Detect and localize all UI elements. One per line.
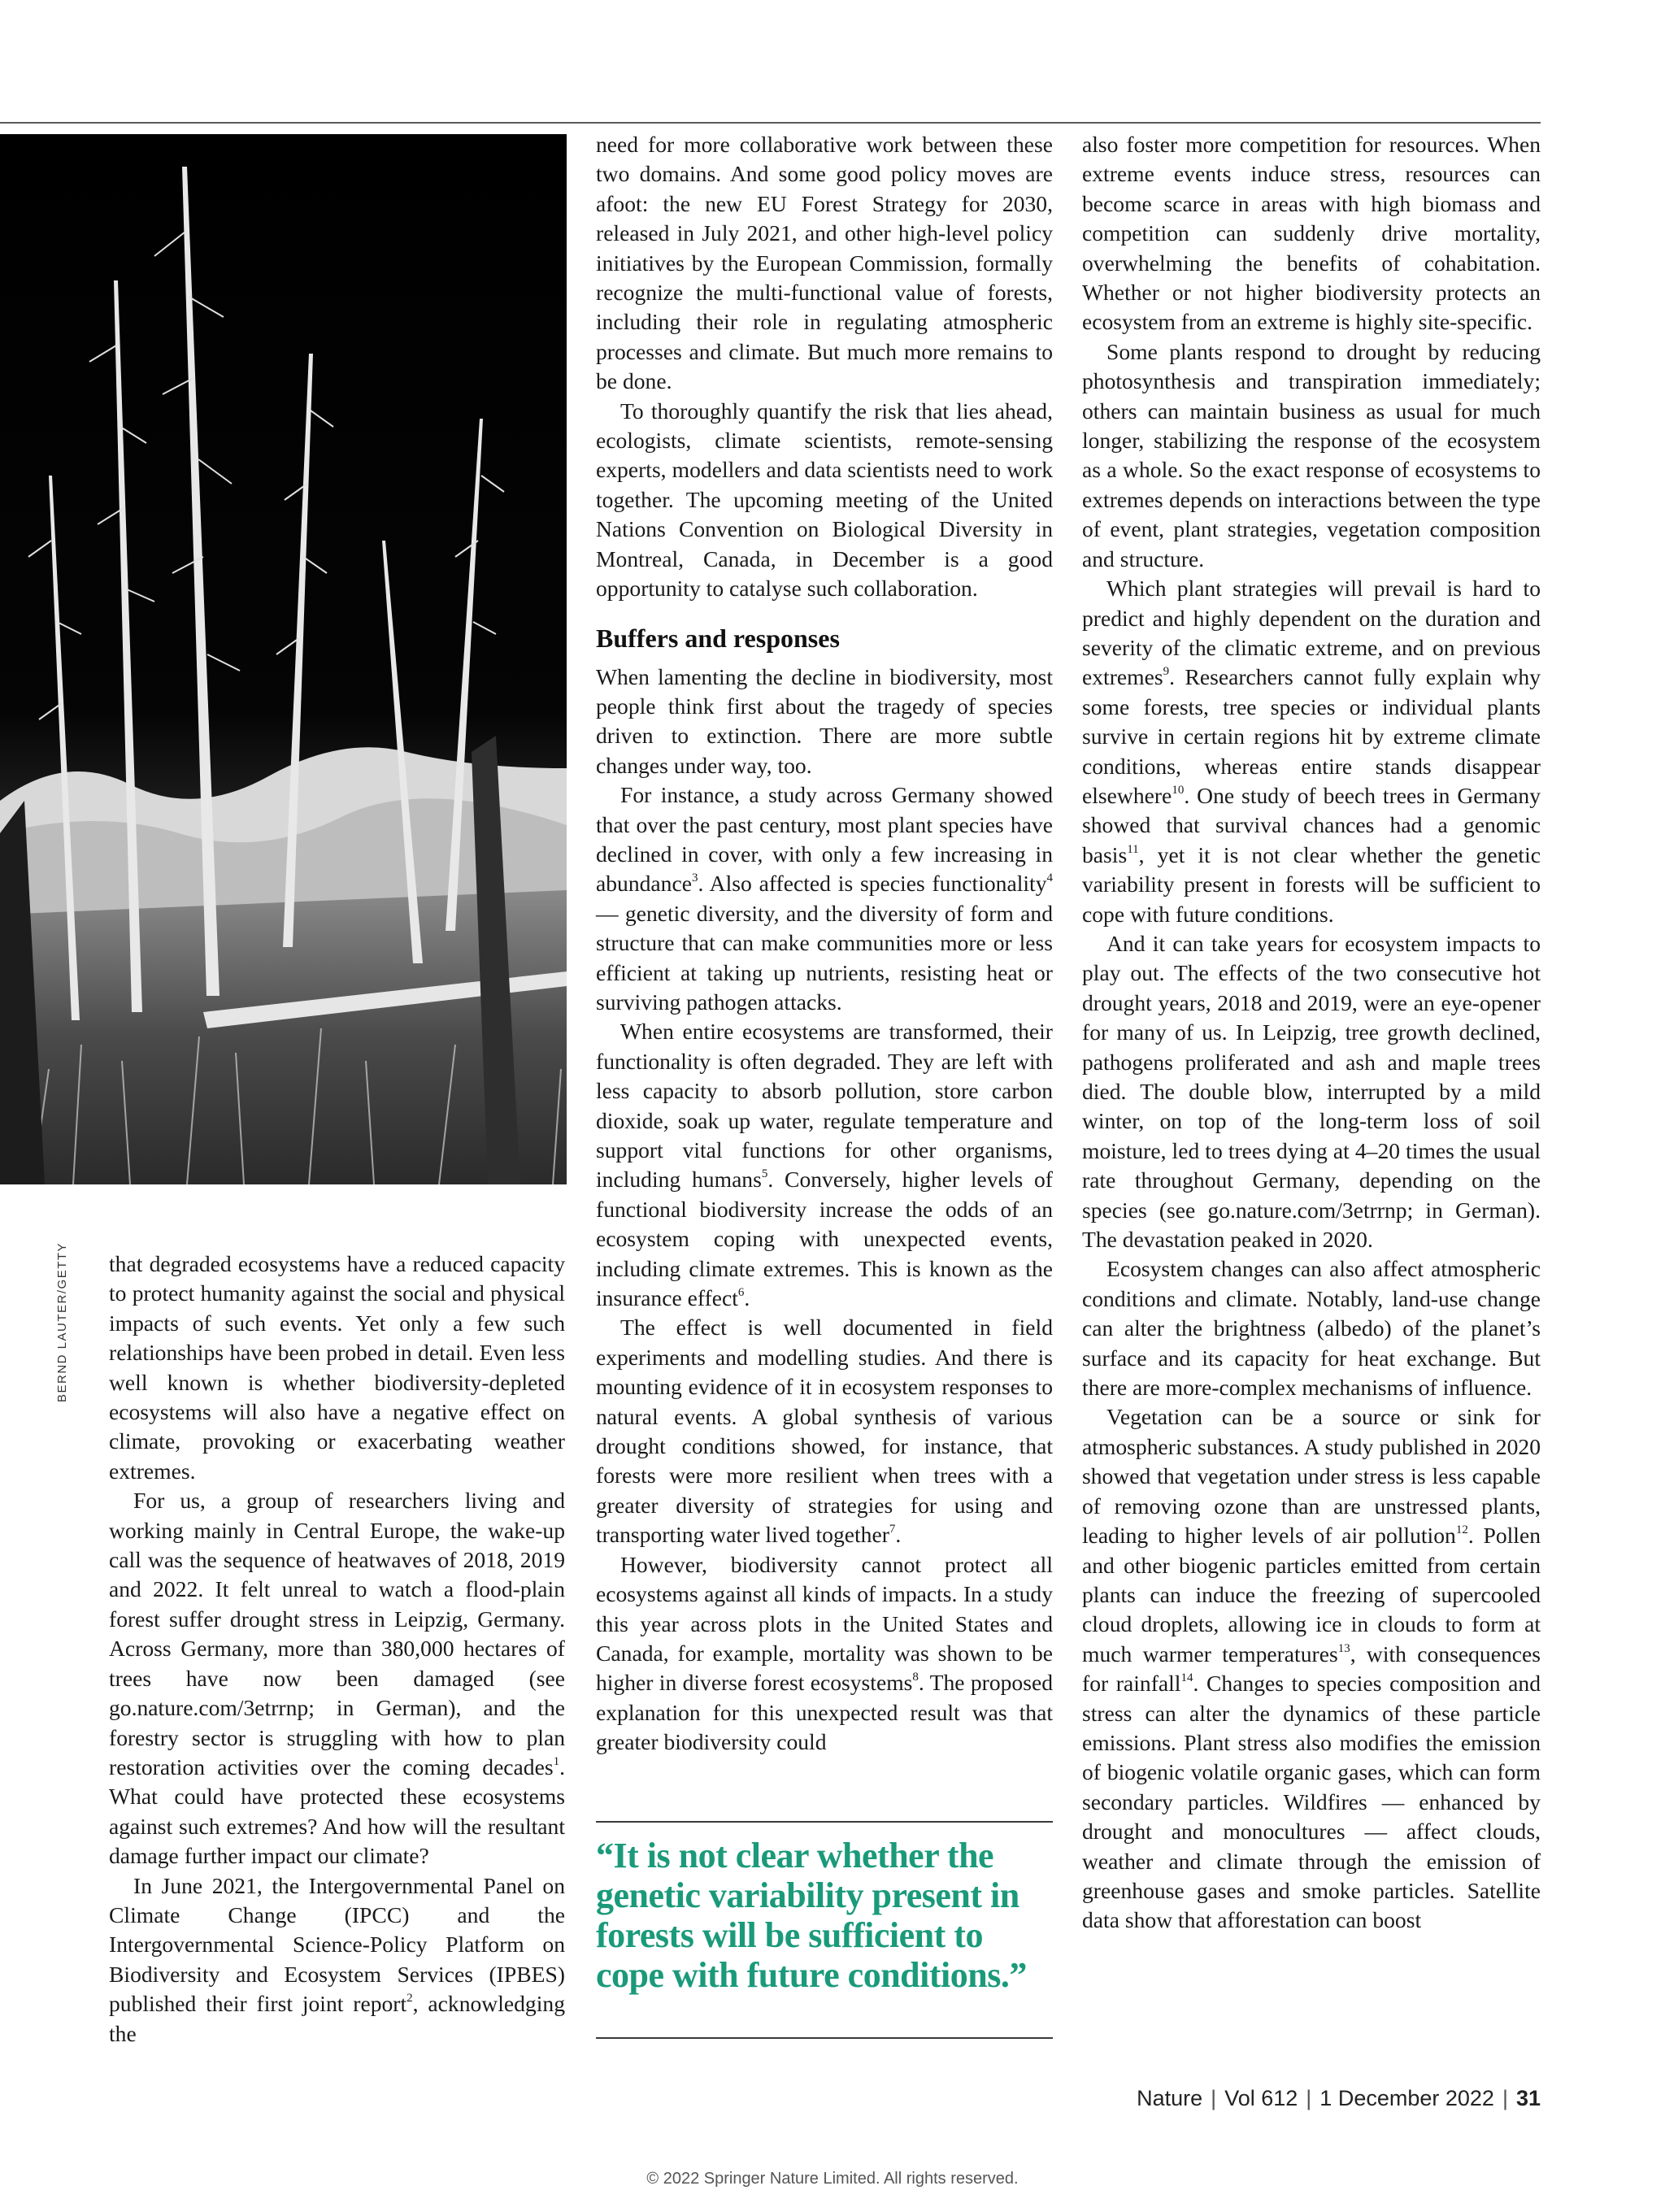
reference-marker[interactable]: 9 — [1163, 665, 1170, 679]
reference-marker[interactable]: 11 — [1127, 842, 1139, 856]
paragraph: The effect is well documented in field experiments and modelling studies. And there is mounting evidence of it in ecosystem responses to natural events. A global synthesis of various drought conditions showed, for instance, that forests were more resilient when trees with a greater diversity of strategies for using and transporting water lived together$^7$. — [596, 1315, 1053, 1548]
reference-marker[interactable]: 7 — [889, 1523, 896, 1536]
paragraph: Some plants respond to drought by reducing photosynthesis and transpiration immediately; others can maintain business as usual for much longer, stabilizing the response of the ecosystem as a whole. So the exact response of ecosystems to extremes depends on interactions between the type of event, plant strategies, vegetation composition and structure. — [1082, 338, 1541, 571]
footer-separator: | — [1502, 2086, 1508, 2110]
copyright-notice: © 2022 Springer Nature Limited. All rights reserved. — [646, 2170, 1019, 2188]
article-column-1 — [109, 1249, 565, 2049]
paragraph: For us, a group of researchers living and working mainly in Central Europe, the wake-up call was the sequence of heatwaves of 2018, 2019 and 2022. It felt unreal to watch a flood-plain forest suffer drought stress in Leipzig, Germany. Across Germany, more than 380,000 hectares of trees have now been damaged (see go.nature.com/3etrrnp; in German), and the forestry sector is struggling with how to plan restoration activities over the coming decades$^1$. What could have protected these ecosystems against such extremes? And how will the resultant damage further impact our climate? — [109, 1488, 565, 1869]
top-rule — [0, 122, 1541, 124]
forest-photo — [0, 134, 567, 1184]
paragraph: When entire ecosystems are transformed, their functionality is often degraded. They are left with less capacity to absorb pollution, store carbon dioxide, soak up water, regulate temperature and support vital functions for other organisms, including humans$^5$. Conversely, higher levels of functional biodiversity increase the odds of an ecosystem coping with unexpected events, including climate extremes. This is known as the insurance effect$^6$. — [596, 1019, 1053, 1311]
page-number: 31 — [1515, 2086, 1541, 2110]
reference-marker[interactable]: 13 — [1337, 1641, 1350, 1655]
paragraph: For instance, a study across Germany showed that over the past century, most plant species have declined in cover, with only a few increasing in abundance$^3$. Also affected is species functionality$^4$ — genetic diversity, and the diversity of form and structure that can make communities more or less efficient at taking up nutrients, resisting heat or surviving pathogen attacks. — [596, 782, 1053, 1015]
paragraph: However, biodiversity cannot protect all ecosystems against all kinds of impacts. In a study this year across plots in the United States and Canada, for example, mortality was shown to be higher in diverse forest ecosystems$^8$. The proposed explanation for this unexpected result was that greater biodiversity could — [596, 1551, 1053, 1755]
reference-marker[interactable]: 12 — [1455, 1523, 1468, 1537]
reference-marker[interactable]: 4 — [1046, 871, 1053, 885]
photo-credit: BERND LAUTER/GETTY — [55, 1241, 69, 1402]
reference-marker[interactable]: 1 — [553, 1754, 560, 1768]
reference-marker[interactable]: 2 — [406, 1992, 413, 2006]
paragraph: Vegetation can be a source or sink for atmospheric substances. A study published in 2020 showed that vegetation under stress is less capable of removing ozone than are unstressed plants, leading to higher levels of air pollution$^{12}$. Pollen and other biogenic particles emitted from certain plants can induce the freezing of supercooled cloud droplets, allowing ice in clouds to form at much warmer temperatures$^{13}$, with consequences for rainfall$^{14}$. Changes to species composition and stress can alter the dynamics of these particle emissions. Plant stress also modifies the emission of biogenic volatile organic gases, which can form secondary particles. Wildfires — enhanced by drought and monocultures — affect clouds, weather and climate through the emission of greenhouse gases and smoke particles. Satellite data show that afforestation can boost — [1082, 1404, 1541, 1933]
volume: Vol 612 — [1224, 2086, 1298, 2110]
page-footer — [1137, 2086, 1541, 2111]
reference-marker[interactable]: 3 — [691, 871, 698, 885]
paragraph: that degraded ecosystems have a reduced capacity to protect humanity against the social and physical impacts of such events. Yet only a few such relationships have been probed in detail. Even less well known is whether biodiversity-depleted ecosystems will also have a negative effect on climate, provoking or exacerbating weather extremes. — [109, 1251, 565, 1484]
reference-marker[interactable]: 10 — [1172, 783, 1185, 797]
issue-date: 1 December 2022 — [1319, 2086, 1494, 2110]
paragraph: Ecosystem changes can also affect atmospheric conditions and climate. Notably, land-use change can alter the brightness (albedo) of the planet’s surface and its capacity for heat exchange. But there are more-complex mechanisms of influence. — [1082, 1256, 1541, 1401]
article-column-3 — [1082, 130, 1541, 1936]
section-heading: Buffers and responses — [596, 623, 840, 653]
paragraph: And it can take years for ecosystem impacts to play out. The effects of the two consecutive hot drought years, 2018 and 2019, were an eye-opener for many of us. In Leipzig, tree growth declined, pathogens proliferated and ash and maple trees died. The double blow, interrupted by a mild winter, on top of the long-term loss of soil moisture, led to trees dying at 4–20 times the usual rate throughout Germany, depending on the species (see go.nature.com/3etrrnp; in German). The devastation peaked in 2020. — [1082, 930, 1541, 1253]
reference-marker[interactable]: 5 — [761, 1167, 768, 1181]
reference-marker[interactable]: 14 — [1180, 1671, 1193, 1685]
article-column-2 — [596, 130, 1053, 1758]
footer-separator: | — [1306, 2086, 1312, 2110]
pullquote: “It is not clear whether the genetic variability present in forests will be sufficient to cope with future conditions.” — [596, 1836, 1027, 1995]
paragraph: To thoroughly quantify the risk that lies ahead, ecologists, climate scientists, remote-sensing experts, modellers and data scientists need to work together. The upcoming meeting of the United Nations Convention on Biological Diversity in Montreal, Canada, in December is a good opportunity to catalyse such collaboration. — [596, 398, 1053, 602]
pullquote-top-rule — [596, 1821, 1053, 1823]
paragraph: also foster more competition for resources. When extreme events induce stress, resources can become scarce in areas with high biomass and competition can suddenly drive mortality, overwhelming the benefits of cohabitation. Whether or not higher biodiversity protects an ecosystem from an extreme is highly site-specific. — [1082, 132, 1541, 335]
journal-name: Nature — [1137, 2086, 1203, 2110]
pullquote-bottom-rule — [596, 2037, 1053, 2039]
paragraph: When lamenting the decline in biodiversity, most people think first about the tragedy of species driven to extinction. There are more subtle changes under way, too. — [596, 663, 1053, 778]
paragraph: Which plant strategies will prevail is hard to predict and highly dependent on the duration and severity of the climatic extreme, and on previous extremes$^9$. Researchers cannot fully explain why some forests, tree species or individual plants survive in certain regions hit by extreme climate conditions, whereas entire stands disappear elsewhere$^{10}$. One study of beech trees in Germany showed that survival chances had a genomic basis$^{11}$, yet it is not clear whether the genetic variability present in forests will be sufficient to cope with future conditions. — [1082, 576, 1541, 927]
reference-marker[interactable]: 8 — [912, 1671, 919, 1684]
reference-marker[interactable]: 6 — [737, 1286, 745, 1300]
paragraph: In June 2021, the Intergovernmental Panel on Climate Change (IPCC) and the Intergovernmental Science-Policy Platform on Biodiversity and Ecosystem Services (IPBES) published their first joint report$^2$, acknowledging the — [109, 1872, 565, 2046]
footer-separator: | — [1211, 2086, 1217, 2110]
forest-photo-illustration — [0, 134, 567, 1184]
paragraph: need for more collaborative work between these two domains. And some good policy moves are afoot: the new EU Forest Strategy for 2030, released in July 2021, and other high-level policy initiatives by the European Commission, formally recognize the multi-functional value of forests, including their role in regulating atmospheric processes and climate. But much more remains to be done. — [596, 132, 1053, 394]
